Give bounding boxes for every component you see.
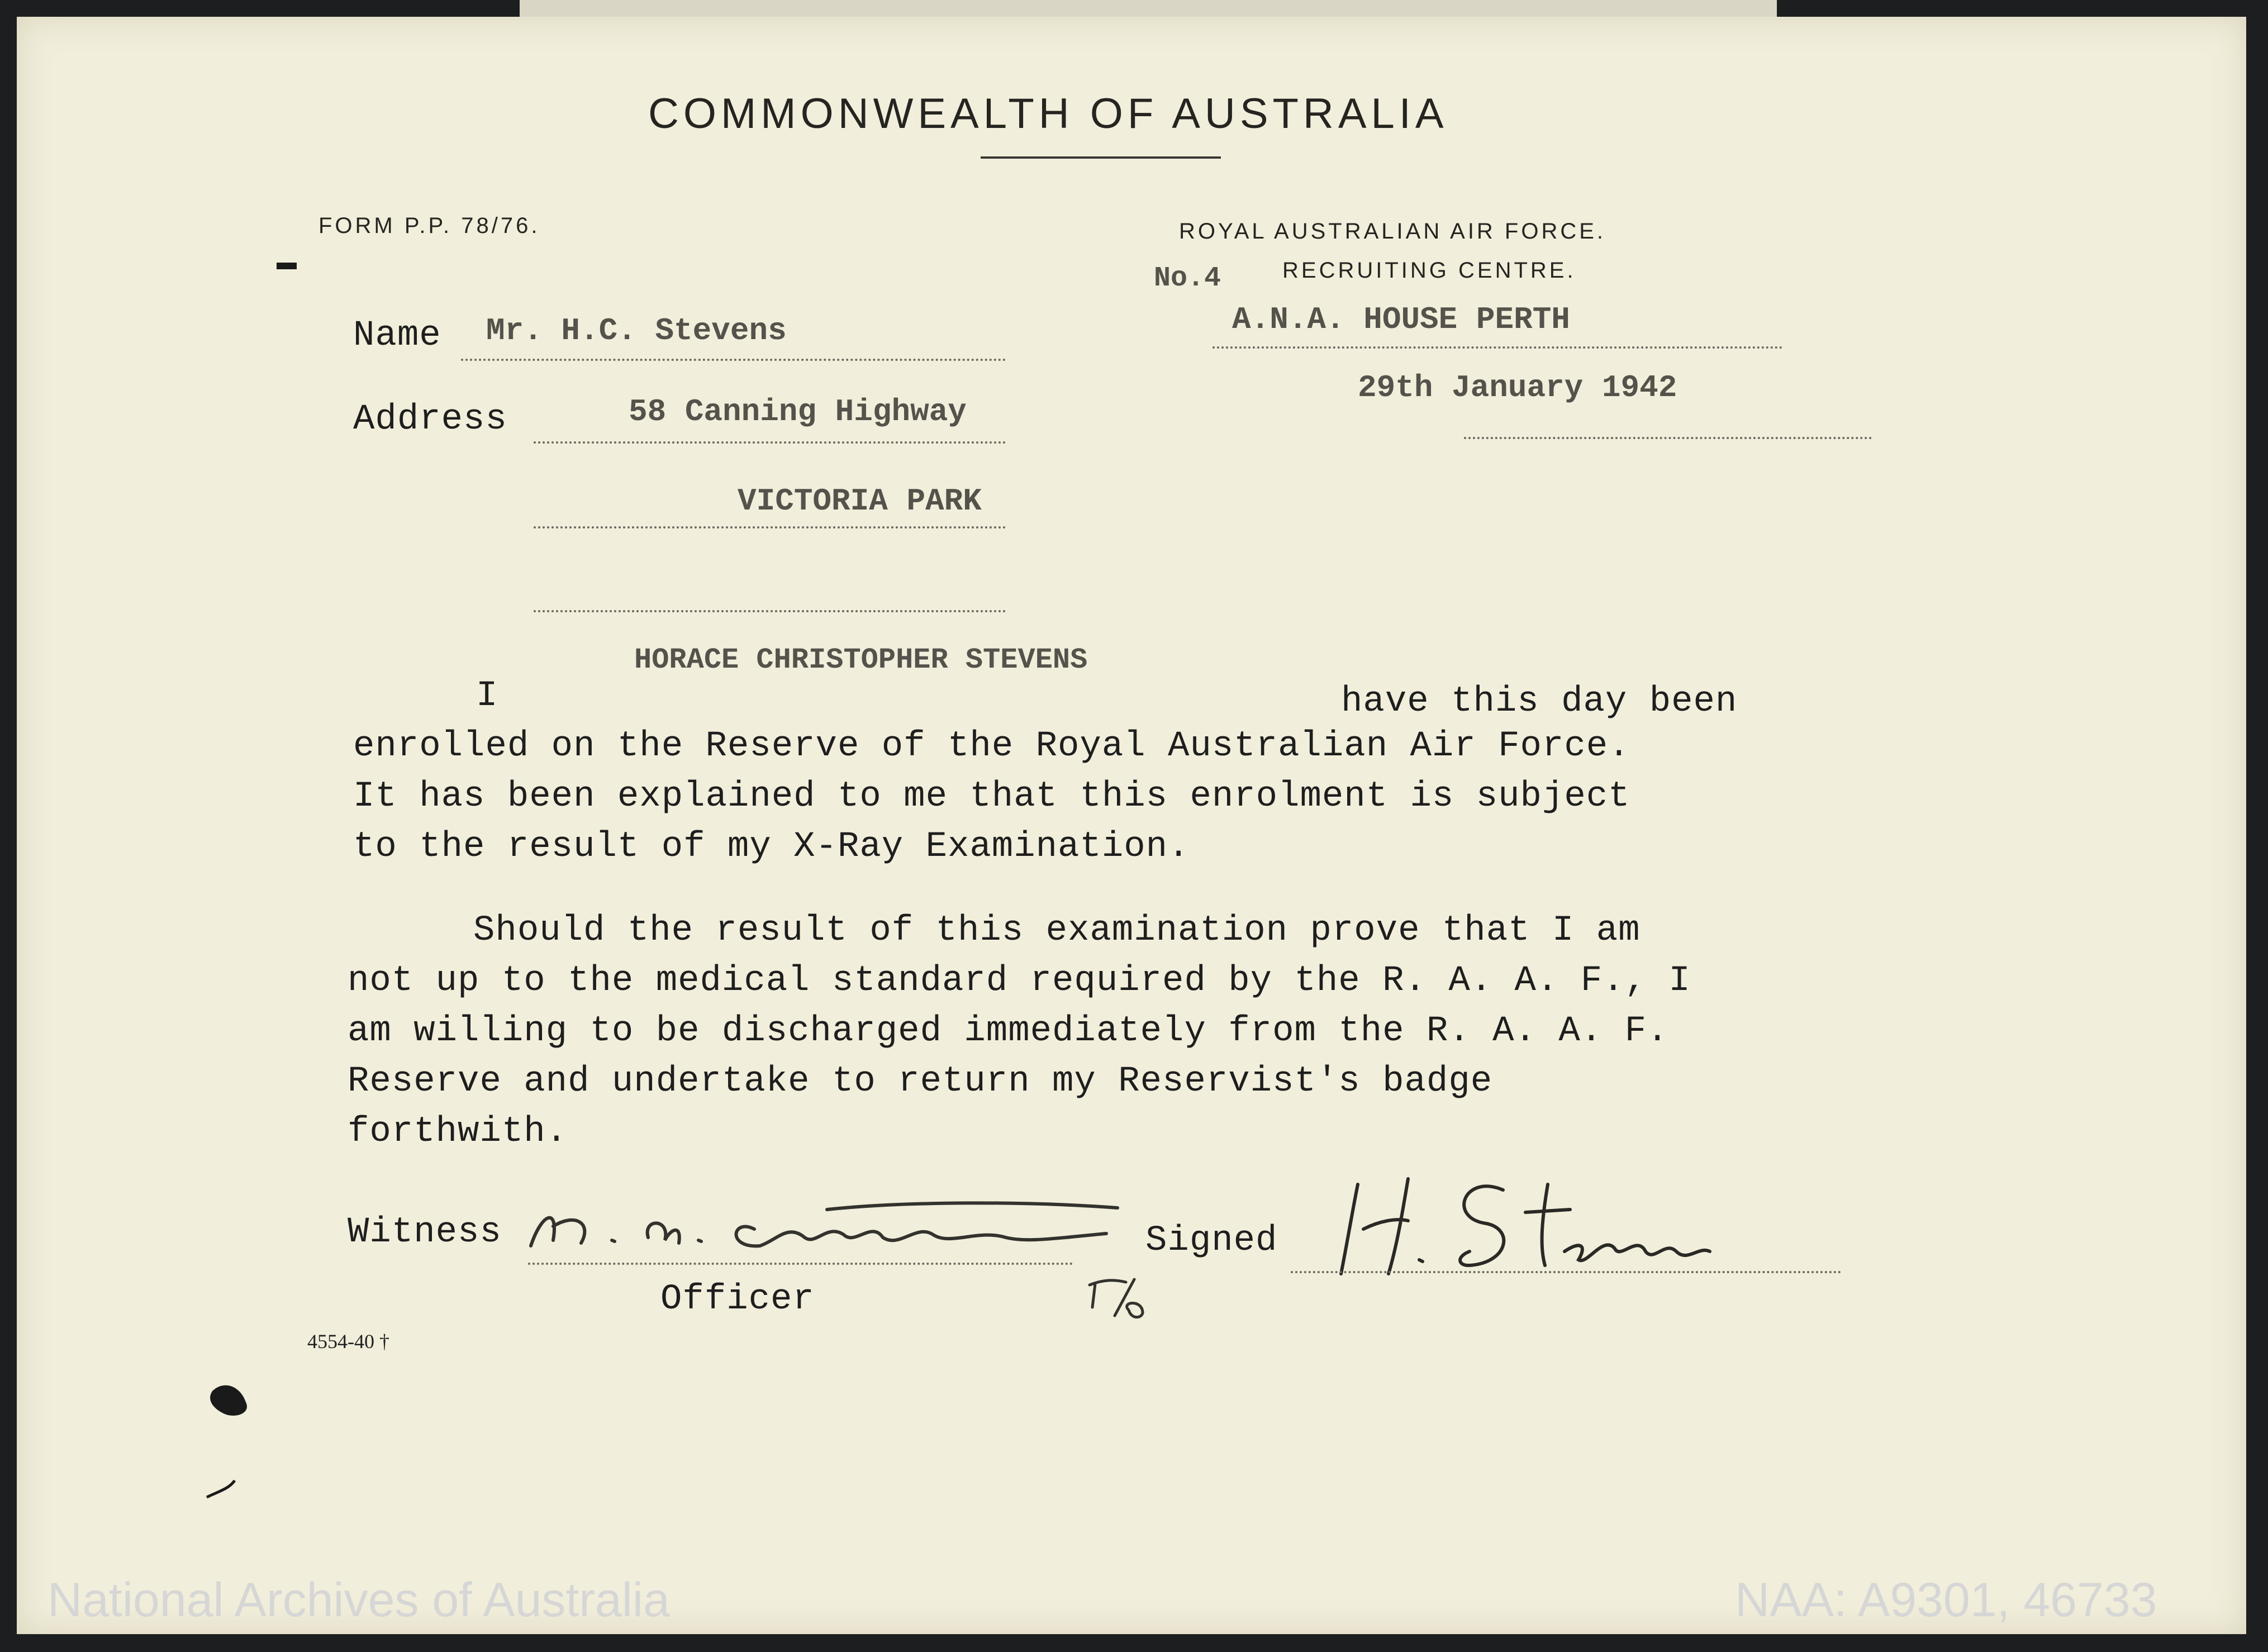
address-line-3-rule [534, 610, 1006, 612]
archive-reference: NAA: A9301, 46733 [1735, 1573, 2157, 1627]
org-name: ROYAL AUSTRALIAN AIR FORCE. [1179, 219, 1606, 244]
date: 29th January 1942 [1358, 370, 1677, 406]
centre-number: No.4 [1154, 263, 1221, 294]
ink-mark [277, 263, 297, 269]
signed-line [1291, 1271, 1841, 1273]
declaration-line-1: have this day been [1341, 682, 1738, 722]
condition-line-5: forthwith. [348, 1112, 568, 1152]
declaration-line-2: enrolled on the Reserve of the Royal Australian Air Force. [353, 726, 1630, 767]
witness-line [528, 1263, 1073, 1265]
signer-signature [1324, 1168, 1715, 1279]
signed-label: Signed [1145, 1221, 1278, 1261]
declaration-line-3: It has been explained to me that this enrolment is subject [353, 777, 1630, 817]
paper-damage-marks [190, 1358, 279, 1525]
condition-line-1: Should the result of this examination prove that I am [473, 911, 1641, 951]
document-title: COMMONWEALTH OF AUSTRALIA [648, 90, 1448, 137]
recruiting-centre: RECRUITING CENTRE. [1282, 258, 1576, 283]
witness-label: Witness [348, 1212, 502, 1253]
declaration-pronoun: I [476, 676, 498, 716]
officer-rank-note [1081, 1263, 1154, 1324]
document-page [17, 17, 2246, 1634]
name-line [461, 359, 1006, 361]
name-label: Name [353, 316, 441, 356]
address-line-1: 58 Canning Highway [629, 394, 967, 430]
address-line-1-rule [534, 441, 1006, 444]
full-name: HORACE CHRISTOPHER STEVENS [634, 644, 1088, 677]
condition-line-2: not up to the medical standard required by the R. A. A. F., I [348, 961, 1691, 1001]
name-value: Mr. H.C. Stevens [486, 313, 787, 349]
address-label: Address [353, 399, 507, 440]
condition-line-4: Reserve and undertake to return my Reservist's badge [348, 1061, 1493, 1102]
address-line-2-rule [534, 526, 1006, 529]
witness-signature [514, 1184, 1196, 1274]
officer-label: Officer [660, 1279, 815, 1320]
condition-line-3: am willing to be discharged immediately from the R. A. A. F. [348, 1011, 1669, 1051]
location-line [1213, 346, 1782, 349]
location: A.N.A. HOUSE PERTH [1232, 302, 1570, 337]
date-line [1464, 437, 1872, 439]
archive-name: National Archives of Australia [47, 1573, 670, 1627]
form-number: FORM P.P. 78/76. [318, 213, 540, 238]
address-line-2: VICTORIA PARK [738, 483, 982, 519]
declaration-line-4: to the result of my X-Ray Examination. [353, 827, 1190, 867]
print-code: 4554-40 † [307, 1330, 389, 1353]
title-underline [981, 156, 1221, 159]
